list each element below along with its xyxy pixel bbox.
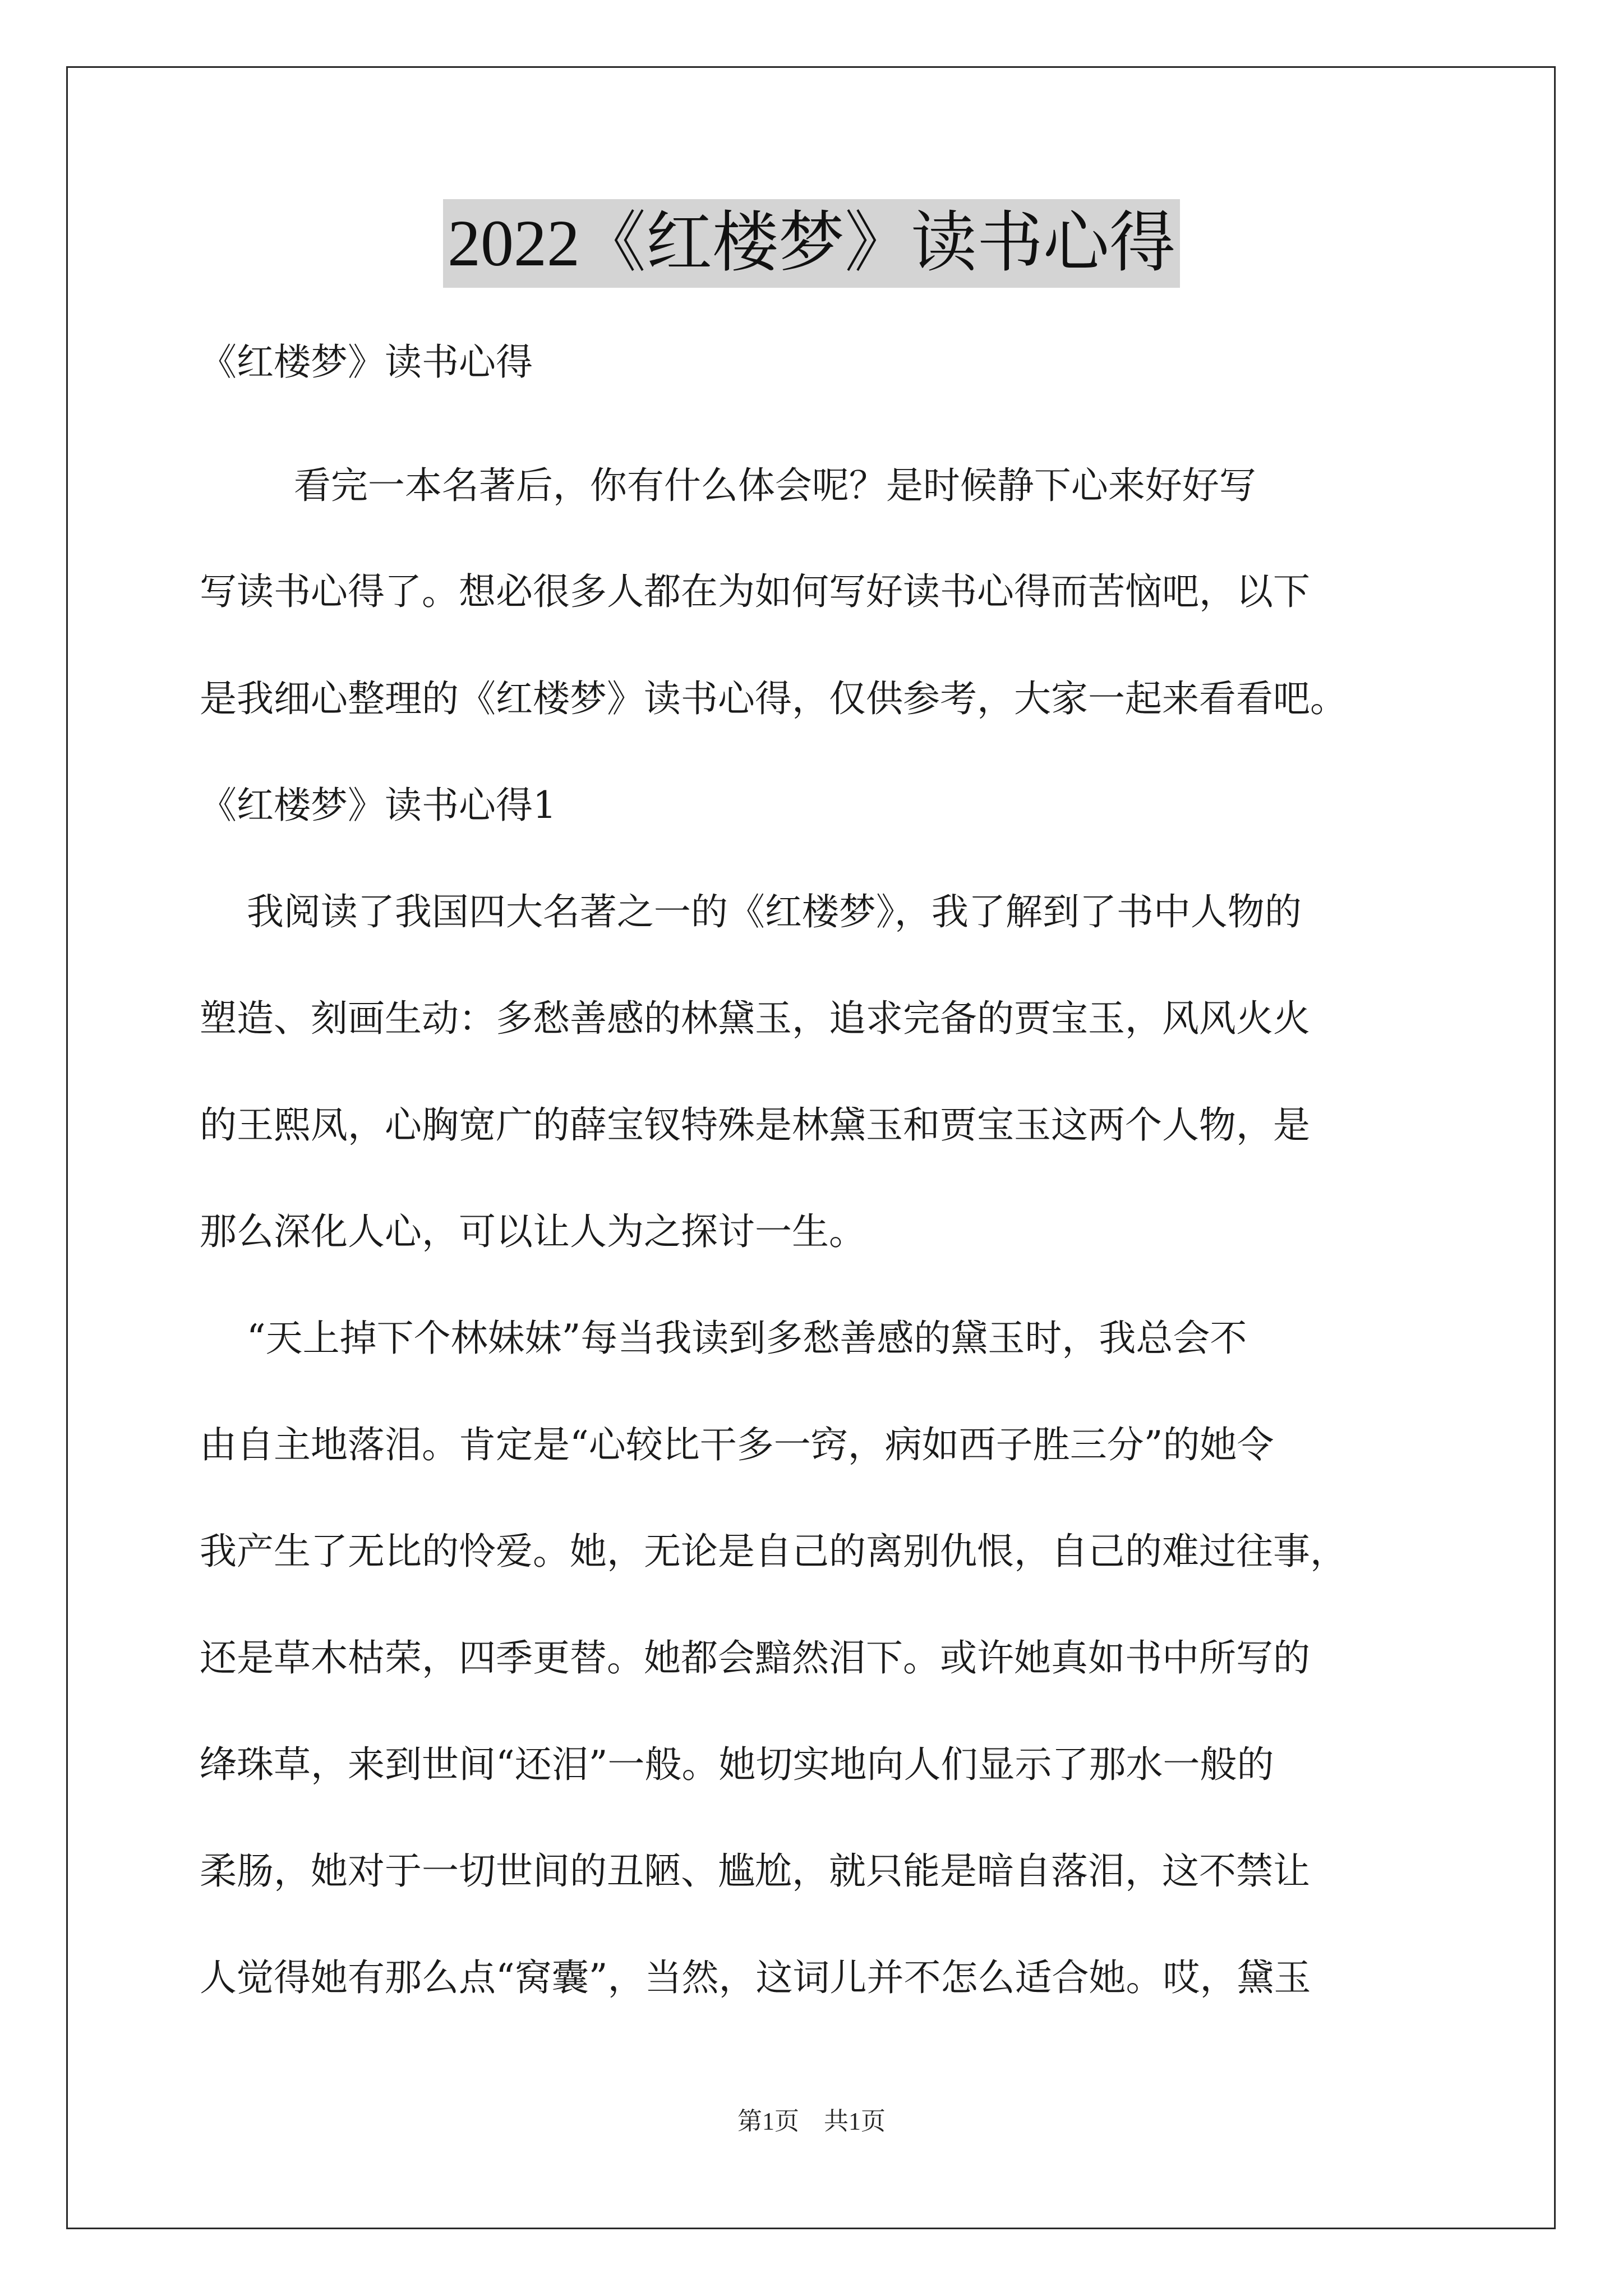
paragraph-line: “天上掉下个林妹妹”每当我读到多愁善感的黛玉时，我总会不 bbox=[200, 1317, 1247, 1360]
paragraph-line: 塑造、刻画生动：多愁善感的林黛玉，追求完备的贾宝玉，风风火火 bbox=[200, 997, 1310, 1040]
paragraph-line: 还是草木枯荣，四季更替。她都会黯然泪下。或许她真如书中所写的 bbox=[200, 1636, 1310, 1680]
paragraph-line: 由自主地落泪。肯定是“心较比干多一窍，病如西子胜三分”的她令 bbox=[200, 1423, 1274, 1466]
page-footer: 第1页 共1页 bbox=[737, 2108, 886, 2135]
section-heading: 《红楼梦》读书心得1 bbox=[200, 784, 556, 827]
paragraph-line: 是我细心整理的《红楼梦》读书心得，仅供参考，大家一起来看看吧。 bbox=[200, 677, 1347, 720]
paragraph-line: 我产生了无比的怜爱。她，无论是自己的离别仇恨，自己的难过往事， bbox=[200, 1530, 1347, 1573]
page-border bbox=[66, 66, 1556, 2229]
paragraph-line: 那么深化人心，可以让人为之探讨一生。 bbox=[200, 1210, 866, 1253]
title-container bbox=[0, 199, 1623, 288]
paragraph-line: 的王熙凤，心胸宽广的薛宝钗特殊是林黛玉和贾宝玉这两个人物，是 bbox=[200, 1103, 1310, 1147]
paragraph-line: 柔肠，她对于一切世间的丑陋、尴尬，就只能是暗自落泪，这不禁让 bbox=[200, 1849, 1310, 1893]
paragraph-line: 人觉得她有那么点“窝囊”，当然，这词儿并不怎么适合她。哎，黛玉 bbox=[200, 1956, 1311, 1999]
document-title: 2022《红楼梦》读书心得 bbox=[443, 199, 1180, 288]
subtitle: 《红楼梦》读书心得 bbox=[200, 341, 533, 384]
paragraph-line: 写读书心得了。想必很多人都在为如何写好读书心得而苦恼吧，以下 bbox=[200, 570, 1310, 613]
paragraph-line: 看完一本名著后，你有什么体会呢？是时候静下心来好好写 bbox=[200, 464, 1256, 507]
paragraph-line: 绛珠草，来到世间“还泪”一般。她切实地向人们显示了那水一般的 bbox=[200, 1743, 1274, 1786]
paragraph-line: 我阅读了我国四大名著之一的《红楼梦》，我了解到了书中人物的 bbox=[200, 890, 1302, 933]
